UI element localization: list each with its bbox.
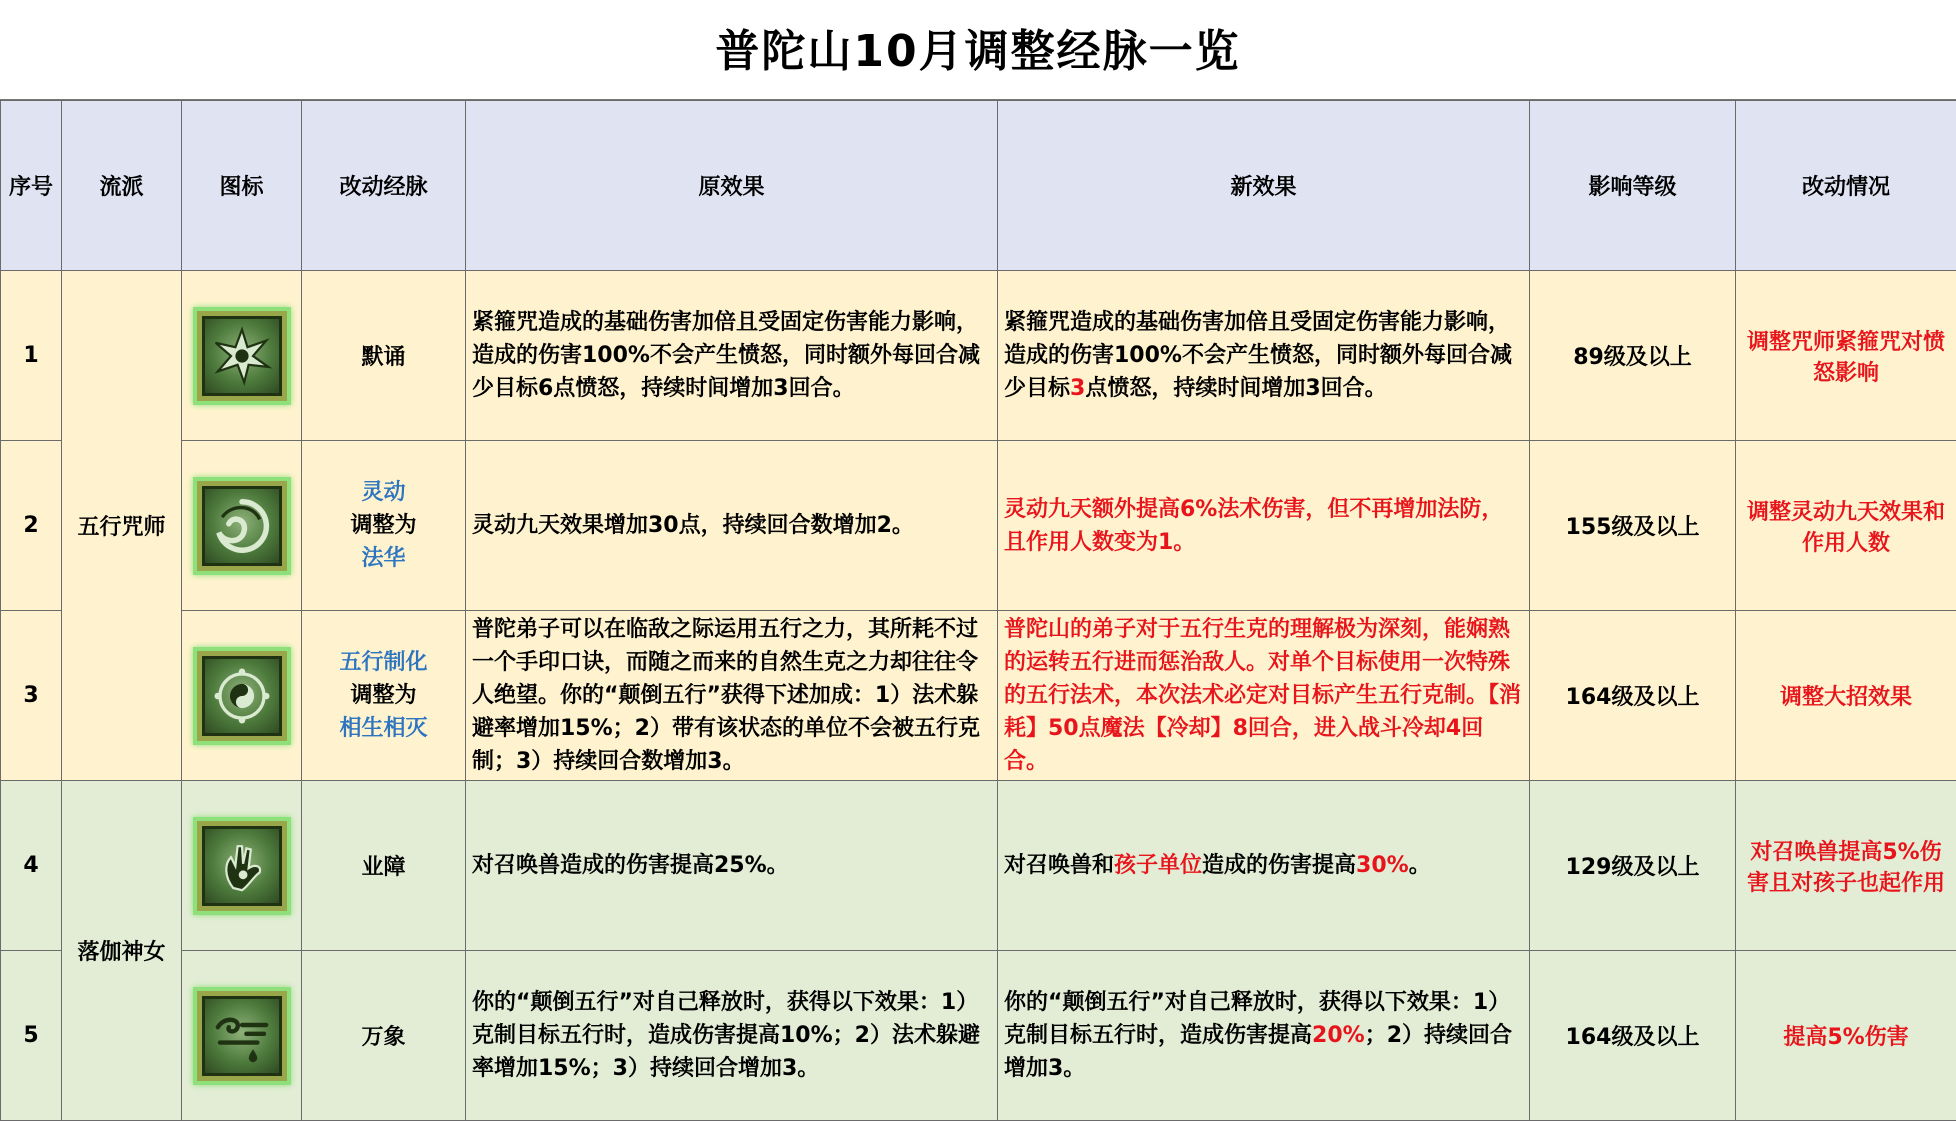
change-note: 调整咒师紧箍咒对愤怒影响 xyxy=(1736,271,1956,441)
icon-cell xyxy=(182,951,302,1121)
change-note: 调整大招效果 xyxy=(1736,611,1956,781)
header-level: 影响等级 xyxy=(1530,101,1736,271)
level: 89级及以上 xyxy=(1530,271,1736,441)
level: 164级及以上 xyxy=(1530,611,1736,781)
meridian-name: 五行制化 调整为 相生相灭 xyxy=(302,611,466,781)
page-title: 普陀山10月调整经脉一览 xyxy=(0,0,1956,100)
old-effect: 紧箍咒造成的基础伤害加倍且受固定伤害能力影响，造成的伤害100%不会产生愤怒，同时额外每回合减少目标6点愤怒，持续时间增加3回合。 xyxy=(466,271,998,441)
row-index: 1 xyxy=(1,271,62,441)
new-effect: 你的“颠倒五行”对自己释放时，获得以下效果：1）克制目标五行时，造成伤害提高20%；2）持续回合增加3。 xyxy=(998,951,1530,1121)
yinyang-icon xyxy=(193,647,291,745)
new-effect: 灵动九天额外提高6%法术伤害，但不再增加法防，且作用人数变为1。 xyxy=(998,441,1530,611)
level: 164级及以上 xyxy=(1530,951,1736,1121)
header-change: 改动情况 xyxy=(1736,101,1956,271)
table-row xyxy=(1,271,1956,441)
icon-cell xyxy=(182,271,302,441)
change-note: 提高5%伤害 xyxy=(1736,951,1956,1121)
hand-icon xyxy=(193,817,291,915)
new-effect: 紧箍咒造成的基础伤害加倍且受固定伤害能力影响，造成的伤害100%不会产生愤怒，同时额外每回合减少目标3点愤怒，持续时间增加3回合。 xyxy=(998,271,1530,441)
header-index: 序号 xyxy=(1,101,62,271)
header-new-effect: 新效果 xyxy=(998,101,1530,271)
change-note: 调整灵动九天效果和作用人数 xyxy=(1736,441,1956,611)
row-index: 3 xyxy=(1,611,62,781)
school-cell: 落伽神女 xyxy=(62,781,182,1121)
header-meridian: 改动经脉 xyxy=(302,101,466,271)
meridian-name: 灵动 调整为 法华 xyxy=(302,441,466,611)
new-effect: 对召唤兽和孩子单位造成的伤害提高30%。 xyxy=(998,781,1530,951)
meridian-table xyxy=(0,100,1956,1121)
wind-drop-icon xyxy=(193,987,291,1085)
burst-icon xyxy=(193,307,291,405)
table-row xyxy=(1,611,1956,781)
old-effect: 普陀弟子可以在临敌之际运用五行之力，其所耗不过一个手印口诀，而随之而来的自然生克之力却往往令人绝望。你的“颠倒五行”获得下述加成：1）法术躲避率增加15%；2）带有该状态的单位不会被五行克制；3）持续回合数增加3。 xyxy=(466,611,998,781)
header-icon: 图标 xyxy=(182,101,302,271)
swirl-icon xyxy=(193,477,291,575)
table-header xyxy=(1,101,1956,271)
row-index: 4 xyxy=(1,781,62,951)
icon-cell xyxy=(182,781,302,951)
new-effect: 普陀山的弟子对于五行生克的理解极为深刻，能娴熟的运转五行进而惩治敌人。对单个目标使用一次特殊的五行法术，本次法术必定对目标产生五行克制。【消耗】50点魔法【冷却】8回合，进入战斗冷却4回合。 xyxy=(998,611,1530,781)
old-effect: 灵动九天效果增加30点，持续回合数增加2。 xyxy=(466,441,998,611)
icon-cell xyxy=(182,611,302,781)
table-row xyxy=(1,781,1956,951)
change-note: 对召唤兽提高5%伤害且对孩子也起作用 xyxy=(1736,781,1956,951)
level: 129级及以上 xyxy=(1530,781,1736,951)
header-old-effect: 原效果 xyxy=(466,101,998,271)
meridian-name: 默诵 xyxy=(302,271,466,441)
level: 155级及以上 xyxy=(1530,441,1736,611)
old-effect: 你的“颠倒五行”对自己释放时，获得以下效果：1）克制目标五行时，造成伤害提高10%；2）法术躲避率增加15%；3）持续回合增加3。 xyxy=(466,951,998,1121)
icon-cell xyxy=(182,441,302,611)
row-index: 2 xyxy=(1,441,62,611)
table-row xyxy=(1,951,1956,1121)
header-school: 流派 xyxy=(62,101,182,271)
school-cell: 五行咒师 xyxy=(62,271,182,781)
meridian-name: 万象 xyxy=(302,951,466,1121)
table-row xyxy=(1,441,1956,611)
meridian-name: 业障 xyxy=(302,781,466,951)
old-effect: 对召唤兽造成的伤害提高25%。 xyxy=(466,781,998,951)
row-index: 5 xyxy=(1,951,62,1121)
